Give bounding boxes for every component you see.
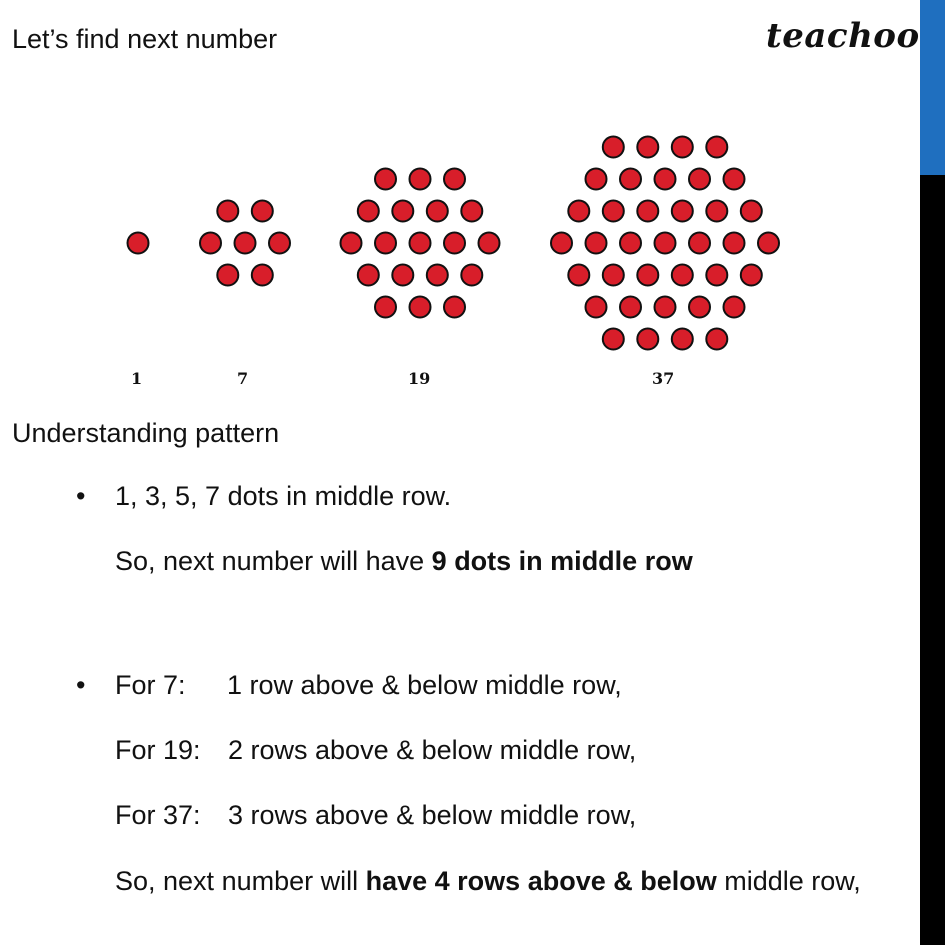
dot: [603, 329, 624, 350]
row-text: 3 rows above & below middle row,: [228, 800, 637, 830]
dot: [551, 233, 572, 254]
dot: [637, 137, 658, 158]
dot: [637, 265, 658, 286]
bullet1-conclusion-prefix: So, next number will have: [115, 546, 432, 576]
bullet2-row-7: [115, 670, 622, 701]
dot: [672, 137, 693, 158]
dot: [444, 297, 465, 318]
figure-label-37: 37: [652, 369, 675, 388]
dot: [392, 201, 413, 222]
bullet-marker-2: •: [76, 670, 86, 700]
page-heading: Let’s find next number: [12, 24, 278, 54]
dot: [461, 265, 482, 286]
dot: [586, 297, 607, 318]
dot: [427, 265, 448, 286]
bullet2-conclusion: [115, 866, 861, 897]
dot: [375, 169, 396, 190]
dot: [689, 233, 710, 254]
dot: [689, 169, 710, 190]
dot: [410, 297, 431, 318]
dot: [586, 233, 607, 254]
dot: [269, 233, 290, 254]
dot: [758, 233, 779, 254]
dot: [479, 233, 500, 254]
dot: [620, 169, 641, 190]
dot: [461, 201, 482, 222]
dot: [706, 137, 727, 158]
dot: [392, 265, 413, 286]
bullet2-conclusion-bold: have 4 rows above & below: [365, 866, 717, 896]
pattern-19: [341, 169, 500, 318]
figure-label-7: 7: [237, 369, 249, 388]
teachoo-logo: teachoo: [766, 16, 920, 56]
dot: [672, 329, 693, 350]
bullet2-conclusion-prefix: So, next number will: [115, 866, 366, 896]
dot: [655, 233, 676, 254]
dot: [375, 297, 396, 318]
dot: [741, 201, 762, 222]
dot: [637, 329, 658, 350]
sidebar-accent: [920, 0, 945, 175]
dot: [655, 169, 676, 190]
dot: [655, 297, 676, 318]
figure-label-1: 1: [131, 369, 143, 388]
dot: [217, 201, 238, 222]
pattern-1: [128, 233, 149, 254]
dot: [637, 201, 658, 222]
dot: [427, 201, 448, 222]
dot: [410, 169, 431, 190]
dot: [741, 265, 762, 286]
dot: [706, 329, 727, 350]
dot: [568, 201, 589, 222]
dot: [358, 265, 379, 286]
dot: [200, 233, 221, 254]
bullet1-text: 1, 3, 5, 7 dots in middle row.: [115, 481, 452, 511]
dot: [375, 233, 396, 254]
dot: [568, 265, 589, 286]
dot: [620, 297, 641, 318]
dot: [603, 137, 624, 158]
dot: [689, 297, 710, 318]
dot: [724, 169, 745, 190]
bullet2-row-19: [115, 735, 636, 766]
dot: [620, 233, 641, 254]
dot: [724, 233, 745, 254]
row-label: For 7:: [115, 670, 186, 700]
dot: [603, 265, 624, 286]
dot: [444, 233, 465, 254]
dot: [672, 201, 693, 222]
dot: [410, 233, 431, 254]
right-sidebar-bar: [920, 0, 945, 945]
hexagonal-dots-figure: [0, 130, 920, 400]
dot: [724, 297, 745, 318]
dot: [217, 265, 238, 286]
bullet-marker-1: •: [76, 481, 86, 511]
dot: [358, 201, 379, 222]
row-label: For 19:: [115, 735, 201, 765]
dot: [235, 233, 256, 254]
bullet1-conclusion: [115, 546, 693, 577]
dot: [252, 265, 273, 286]
figure-label-19: 19: [408, 369, 431, 388]
bullet2-row-37: [115, 800, 636, 831]
dot: [128, 233, 149, 254]
dot: [252, 201, 273, 222]
pattern-37: [551, 137, 779, 350]
dot: [672, 265, 693, 286]
section-title: Understanding pattern: [12, 418, 280, 448]
row-text: 1 row above & below middle row,: [227, 670, 622, 700]
dot: [586, 169, 607, 190]
bullet2-conclusion-suffix: middle row,: [716, 866, 861, 896]
bullet1-conclusion-bold: 9 dots in middle row: [431, 546, 693, 576]
dot: [706, 201, 727, 222]
dot: [341, 233, 362, 254]
dot: [706, 265, 727, 286]
dot: [603, 201, 624, 222]
dot: [444, 169, 465, 190]
pattern-7: [200, 201, 290, 286]
row-text: 2 rows above & below middle row,: [228, 735, 637, 765]
row-label: For 37:: [115, 800, 201, 830]
